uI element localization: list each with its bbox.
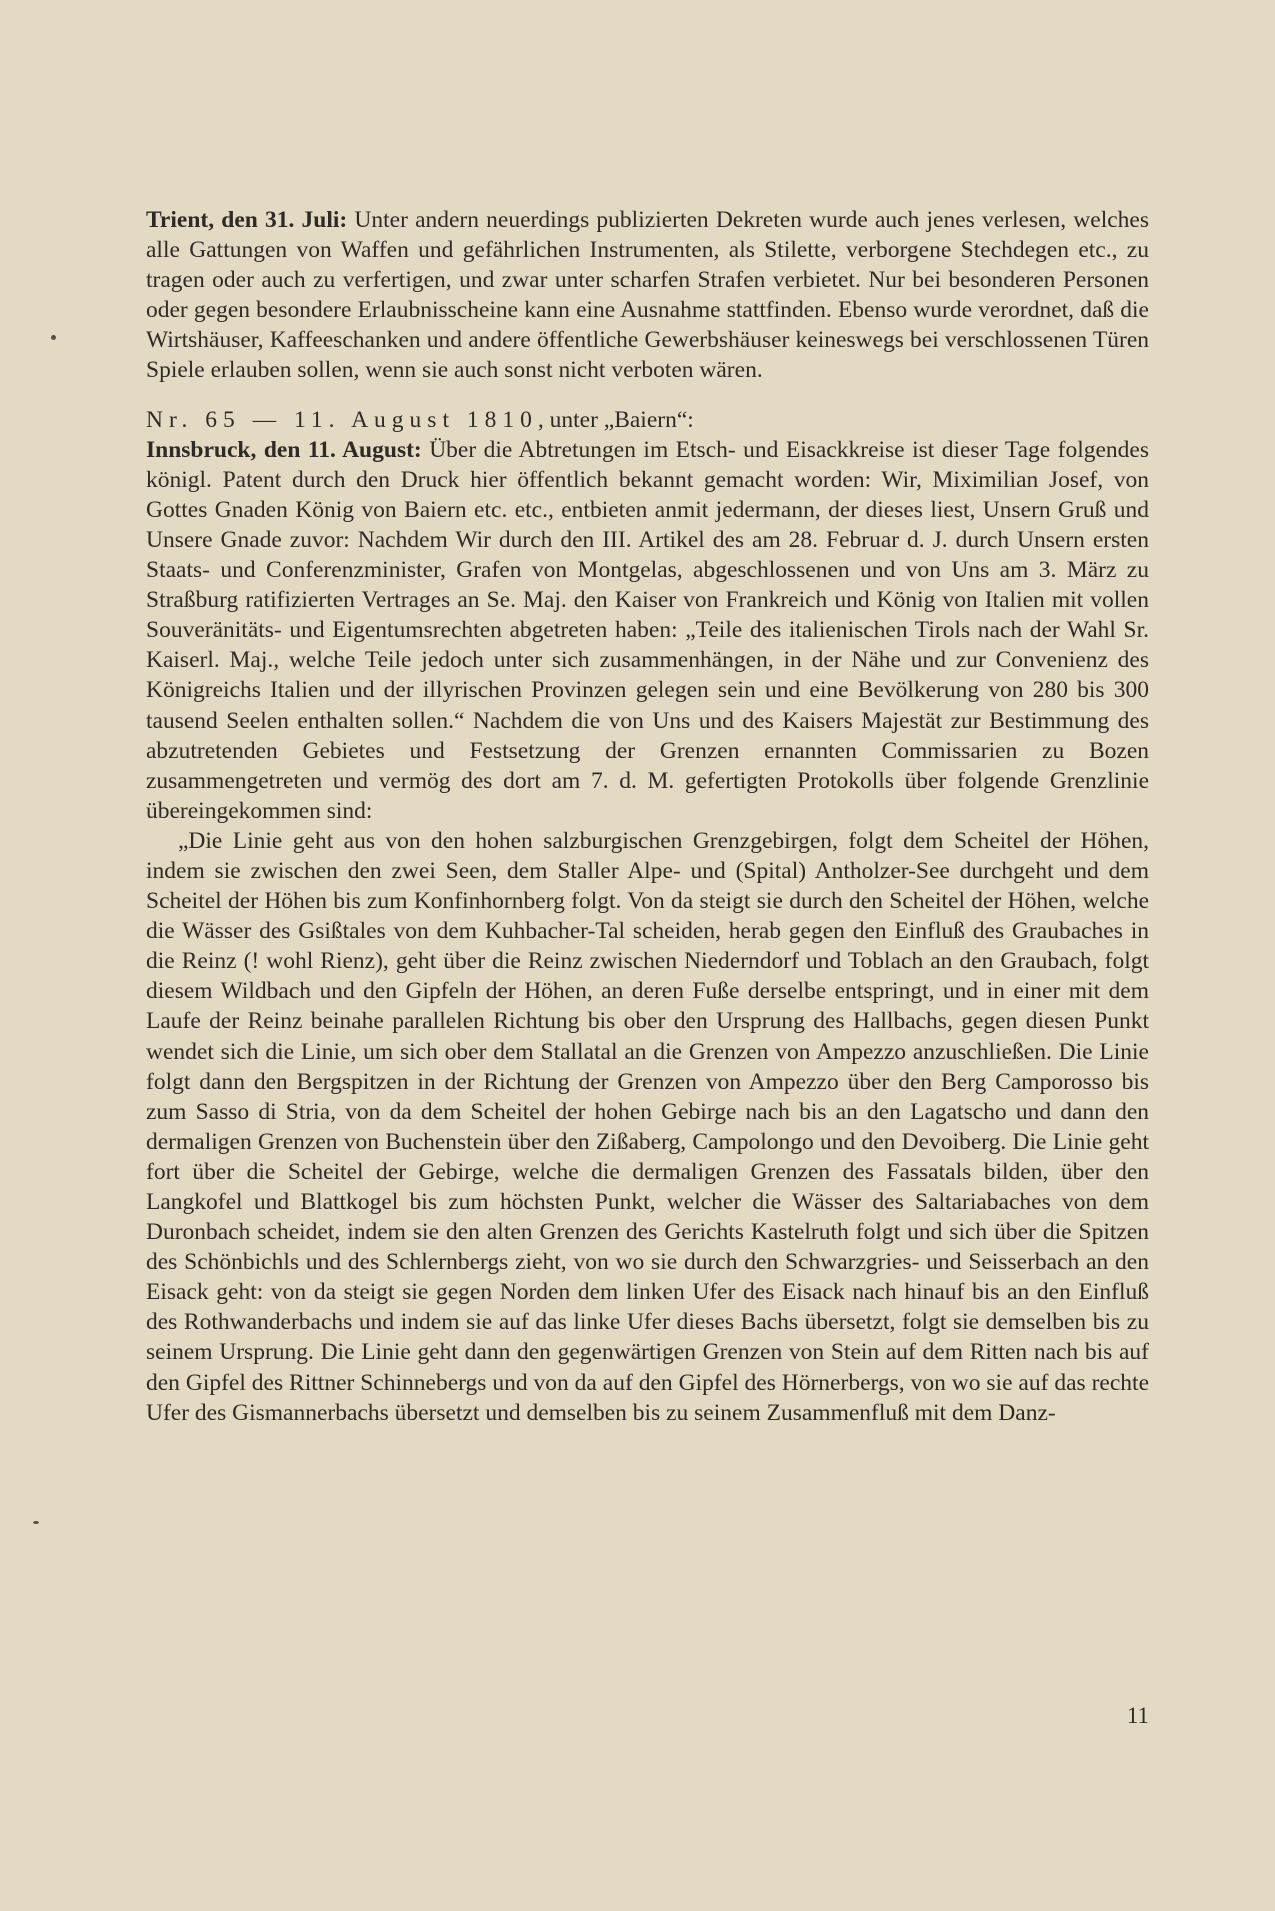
paragraph-innsbruck — [146, 435, 1149, 826]
heading-source: , unter „Baiern“: — [537, 406, 694, 433]
paragraph-text: Über die Abtretungen im Etsch- und Eisackkreise ist dieser Tage folgendes königl. Patent durch den Druck hier öffentlich bekannt gemacht worden: Wir, Miximilian Josef, von Gottes Gnaden König von Baiern etc. etc., entbieten anmit jedermann, der dieses liest, Unsern Gruß und Unsere Gnade zuvor: Nachdem Wir durch den III. Artikel des am 28. Februar d. J. durch Unsern ersten Staats- und Conferenzminister, Grafen von Montgelas, abgeschlossenen und von Uns am 3. März zu Straßburg ratifizierten Vertrages an Se. Maj. den Kaiser von Frankreich und König von Italien mit vollen Souveränitäts- und Eigentumsrechten abgetreten haben: „Teile des italienischen Tirols nach der Wahl Sr. Kaiserl. Maj., welche Teile jedoch unter sich zusammenhängen, in der Nähe und zur Convenienz des Königreichs Italien und der illyrischen Provinzen gelegen sein und eine Bevölkerung von 280 bis 300 tausend Seelen enthalten sollen.“ Nachdem die von Uns und des Kaisers Majestät zur Bestimmung des abzutretenden Gebietes und Festsetzung der Grenzen ernannten Commissarien zu Bozen zusammengetreten und vermög des dort am 7. d. M. gefertigten Protokolls über folgende Grenzlinie übereingekommen sind: — [146, 436, 1149, 824]
page-speck — [51, 335, 56, 340]
page-number: 11 — [1126, 1703, 1149, 1728]
paragraph-grenzlinie: „Die Linie geht aus von den hohen salzburgischen Grenzgebirgen, folgt dem Scheitel der Höhen, indem sie zwischen den zwei Seen, dem Staller Alpe- und (Spital) Antholzer-See durchgeht und dem Scheitel der Höhen bis zum Konfinhornberg folgt. Von da steigt sie durch den Scheitel der Höhen, welche die Wässer des Gsißtales von dem Kuhbacher-Tal scheiden, herab gegen den Einfluß des Graubaches in die Reinz (! wohl Rienz), geht über die Reinz zwischen Niederndorf und Toblach an den Graubach, folgt diesem Wildbach und den Gipfeln der Höhen, an deren Fuße derselbe entspringt, und in einer mit dem Laufe der Reinz beinahe parallelen Richtung bis ober den Ursprung des Hallbachs, gegen diesen Punkt wendet sich die Linie, um sich ober dem Stallatal an die Grenzen von Ampezzo anzuschließen. Die Linie folgt dann den Bergspitzen in der Richtung der Grenzen von Ampezzo über den Berg Camporosso bis zum Sasso di Stria, von da dem Scheitel der hohen Gebirge nach bis an den Lagatscho und dann den dermaligen Grenzen von Buchenstein über den Zißaberg, Campolongo und den Devoiberg. Die Linie geht fort über die Scheitel der Gebirge, welche die dermaligen Grenzen des Fassatals bilden, über den Langkofel und Blattkogel bis zum höchsten Punkt, welcher die Wässer des Saltariabaches von dem Duronbach scheidet, indem sie den alten Grenzen des Gerichts Kastelruth folgt und sich über die Spitzen des Schönbichls und des Schlernbergs zieht, von wo sie durch den Schwarzgries- und Seisserbach an den Eisack geht: von da steigt sie gegen Norden dem linken Ufer des Eisack nach hinauf bis an den Einfluß des Rothwanderbachs und indem sie auf das linke Ufer dieses Bachs übersetzt, folgt sie demselben bis zu seinem Ursprung. Die Linie geht dann den gegenwärtigen Grenzen von Stein auf dem Ritten nach bis auf den Gipfel des Rittner Schinnebergs und von da auf den Gipfel des Hörnerbergs, von wo sie auf das rechte Ufer des Gismannerbachs übersetzt und demselben bis zu seinem Zusammenfluß mit dem Danz- — [146, 827, 1149, 1426]
dateline-trient: Trient, den 31. Juli: — [146, 207, 348, 233]
paragraph-trient — [146, 205, 1149, 386]
body-text — [146, 205, 1149, 1428]
page-speck — [33, 1521, 39, 1524]
paragraph-text: Unter andern neuerdings publizierten Dekreten wurde auch jenes verlesen, welches alle Gattungen von Waffen und gefährlichen Instrumenten, als Stilette, verborgene Stechdegen etc., zu tragen oder auch zu verfertigen, und zwar unter scharfen Strafen verbietet. Nur bei besonderen Personen oder gegen besondere Erlaubnisscheine kann eine Ausnahme stattfinden. Ebenso wurde verordnet, daß die Wirtshäuser, Kaffeeschanken und andere öffentliche Gewerbshäuser keineswegs bei verschlossenen Türen Spiele erlauben sollen, wenn sie auch sonst nicht verboten wären. — [146, 207, 1149, 384]
heading-issue-date: Nr. 65 — 11. August 1810 — [146, 406, 538, 433]
dateline-innsbruck: Innsbruck, den 11. August: — [146, 436, 422, 463]
section-heading — [146, 405, 1149, 435]
